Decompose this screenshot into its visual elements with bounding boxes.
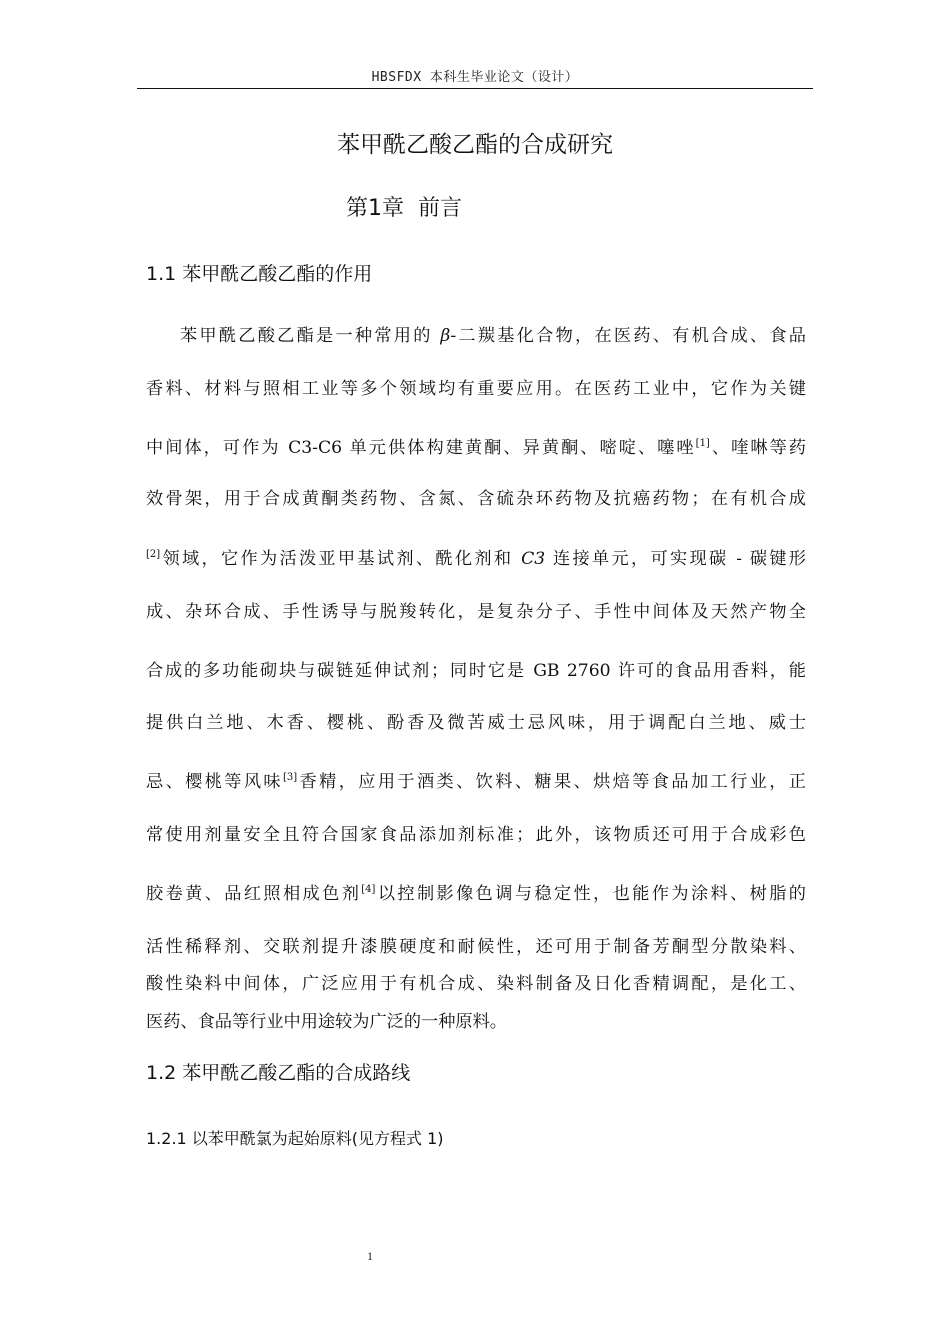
- citation-ref: [3]: [283, 772, 298, 783]
- page-header: HBSFDX 本科生毕业论文（设计）: [371, 70, 579, 85]
- citation-ref: [2]: [146, 549, 161, 560]
- paragraph-line: 常使用剂量安全且符合国家食品添加剂标准；此外，该物质还可用于合成彩色: [146, 825, 806, 845]
- paragraph-line: 香料、材料与照相工业等多个领域均有重要应用。在医药工业中，它作为关键: [146, 379, 806, 399]
- paragraph-line: 合成的多功能砌块与碳链延伸试剂；同时它是 GB 2760 许可的食品用香料，能: [146, 661, 806, 681]
- paragraph-line: 医药、食品等行业中用途较为广泛的一种原料。: [146, 1012, 507, 1032]
- c3-symbol: C3: [521, 549, 546, 569]
- text-span: 忌、樱桃等风味: [146, 772, 283, 792]
- chapter-number: 第1章: [346, 196, 404, 221]
- text-span: 苯甲酰乙酸乙酯是一种常用的: [180, 326, 441, 346]
- citation-ref: [1]: [695, 438, 710, 449]
- chapter-name: 前言: [418, 196, 463, 221]
- subsection-heading-1-2-1: 1.2.1 以苯甲酰氯为起始原料(见方程式 1): [146, 1129, 444, 1148]
- text-span: 以控制影像色调与稳定性，也能作为涂料、树脂的: [375, 884, 806, 904]
- paragraph-line: 活性稀释剂、交联剂提升漆膜硬度和耐候性，还可用于制备芳酮型分散染料、: [146, 937, 806, 957]
- section-heading-1-2: 1.2 苯甲酰乙酸乙酯的合成路线: [146, 1062, 411, 1084]
- text-span: 香精，应用于酒类、饮料、糖果、烘焙等食品加工行业，正: [297, 772, 806, 792]
- paragraph-line: 成、杂环合成、手性诱导与脱羧转化，是复杂分子、手性中间体及天然产物全: [146, 602, 806, 622]
- paragraph-line: [146, 437, 806, 459]
- beta-symbol: β: [440, 326, 451, 346]
- citation-ref: [4]: [361, 884, 376, 895]
- chapter-heading: [346, 191, 462, 222]
- text-span: 、喹啉等药: [709, 438, 806, 458]
- paper-title: 苯甲酰乙酸乙酯的合成研究: [337, 132, 613, 158]
- section-heading-1-1: 1.1 苯甲酰乙酸乙酯的作用: [146, 263, 373, 285]
- text-span: 胶卷黄、品红照相成色剂: [146, 884, 362, 904]
- paragraph-line: [146, 325, 806, 347]
- header-divider: [137, 88, 813, 89]
- page-number: 1: [367, 1249, 373, 1263]
- paragraph-line: 酸性染料中间体，广泛应用于有机合成、染料制备及日化香精调配，是化工、: [146, 974, 806, 994]
- paragraph-line: [146, 883, 806, 905]
- paragraph-line: 效骨架，用于合成黄酮类药物、含氮、含硫杂环药物及抗癌药物；在有机合成: [146, 489, 806, 509]
- paragraph-line: 提供白兰地、木香、樱桃、酚香及微苦威士忌风味，用于调配白兰地、威士: [146, 713, 806, 733]
- text-span: 连接单元，可实现碳 - 碳键形: [545, 549, 806, 569]
- text-span: 领域，它作为活泼亚甲基试剂、酰化剂和: [160, 549, 522, 569]
- paragraph-line: [146, 548, 806, 570]
- text-span: 中间体，可作为 C3-C6 单元供体构建黄酮、异黄酮、嘧啶、噻唑: [146, 438, 696, 458]
- text-span: -二羰基化合物，在医药、有机合成、食品: [450, 326, 806, 346]
- paragraph-line: [146, 771, 806, 793]
